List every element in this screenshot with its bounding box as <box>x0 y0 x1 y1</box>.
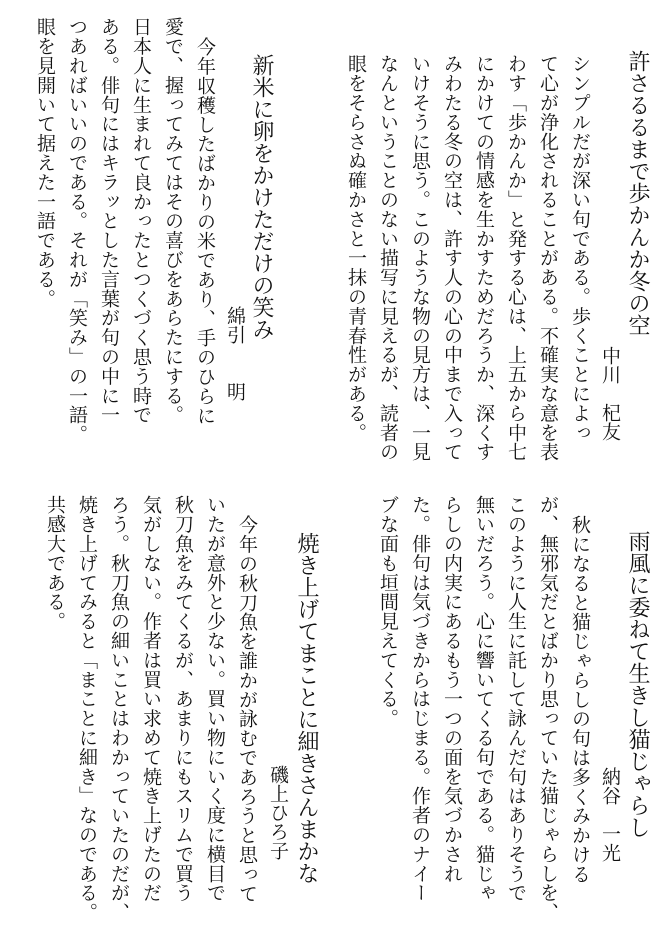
haiku-title: 新米に卵をかけただけの笑み <box>249 54 274 340</box>
body-line: 無いだろう。心に響いてくる句である。猫じゃ <box>473 495 495 903</box>
body-line: 愛で、握ってみてはその喜びをあらたにする。 <box>162 17 184 425</box>
body-line: 眼をそらさぬ確かさと一抹の青春性がある。 <box>345 54 367 442</box>
body-line: つあればいいのである。それが「笑み」の一語。 <box>66 17 88 444</box>
haiku-title: 許さるるまで歩かんか冬の空 <box>625 50 650 336</box>
body-line: わす「歩かんか」と発する心は、上五から中七 <box>505 54 527 462</box>
author-name: 納谷 一光 <box>599 767 621 862</box>
body-line: にかけての情感を生かすためだろうか、深くす <box>473 54 495 462</box>
body-line: 秋になると猫じゃらしの句は多くみかける <box>569 515 591 884</box>
haiku-title: 焼き上げてまことに細きさんまかな <box>294 532 319 884</box>
author-name: 中川 杞友 <box>599 346 621 441</box>
body-line: なんということのない描写に見えるが、読者の <box>377 54 399 462</box>
body-line: みわたる冬の空は、許す人の心の中まで入って <box>441 54 463 462</box>
body-line: 眼を見開いて据えた一語である。 <box>34 17 56 308</box>
body-line: ブな面も垣間見えてくる。 <box>377 495 399 728</box>
body-line: ある。俳句にはキラッとした言葉が句の中に一 <box>98 17 120 425</box>
haiku-title: 雨風に委ねて生きし猫じゃらし <box>625 530 650 838</box>
body-line: 秋刀魚をみてくるが、あまりにもスリムで買う <box>172 495 194 903</box>
body-line: いたが意外と少ない。買い物にいく度に横目で <box>204 495 226 903</box>
body-line: シンプルだが深い句である。歩くことによっ <box>569 54 591 442</box>
body-line: 焼き上げてみると「まことに細き」なのである。 <box>76 495 98 922</box>
body-line: 今年の秋刀魚を誰かが詠むであろうと思って <box>236 515 258 903</box>
body-line: ろう。秋刀魚の細いことはわかっていたのだが、 <box>108 495 130 922</box>
body-line: て心が浄化されることがある。不確実な意を表 <box>537 54 559 462</box>
body-line: このように人生に託して詠んだ句はありそうで <box>505 495 527 903</box>
body-line: 今年収穫したばかりの米であり、手のひらに <box>194 37 216 425</box>
author-name: 磯上ひろ子 <box>267 765 289 860</box>
body-line: 日本人に生まれて良かったとつくづく思う時で <box>130 17 152 425</box>
body-line: が、無邪気だとばかり思っていた猫じゃらしを、 <box>537 495 559 922</box>
author-name: 綿引 明 <box>224 306 246 401</box>
body-line: らしの内実にあるもう一つの面を気づかされ <box>441 495 463 883</box>
body-line: 気がしない。作者は買い求めて焼き上げたのだ <box>140 495 162 903</box>
body-line: 共感大である。 <box>44 495 66 631</box>
body-line: た。俳句は気づきからはじまる。作者のナイー <box>409 495 431 903</box>
body-line: いけそうに思う。このような物の見方は、一見 <box>409 54 431 462</box>
